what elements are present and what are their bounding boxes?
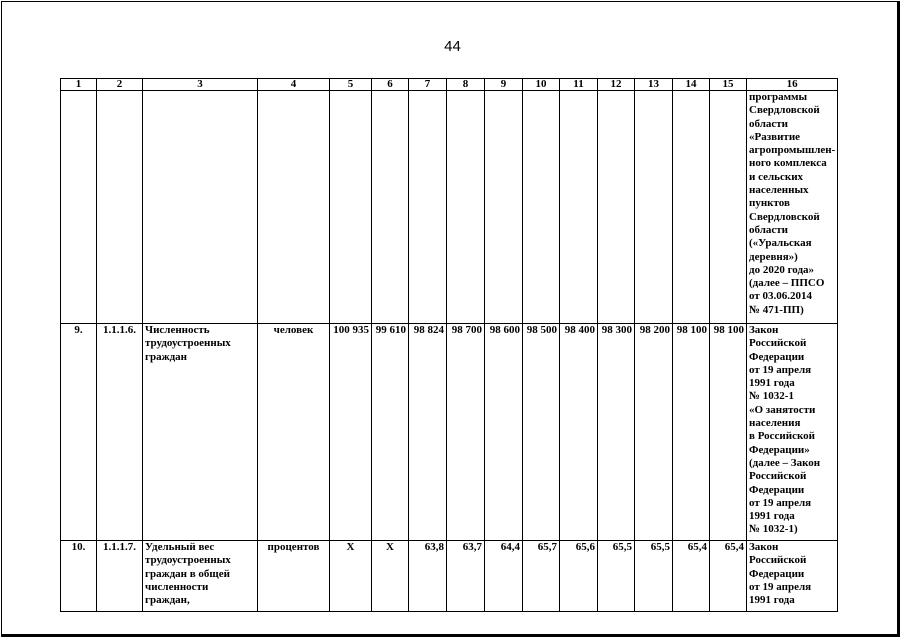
value-cell: 64,4	[485, 541, 523, 612]
value-cell: X	[330, 541, 372, 612]
column-number-cell: 16	[747, 79, 838, 91]
source-cell: программы Свердловской области «Развитие агропромышлен- ного комплекса и сельских населенных пунктов Свердловской области («Уральская деревня») до 2020 года» (далее – ППСО от 03.06.2014 № 471-ПП)	[747, 91, 838, 324]
page-number: 44	[444, 38, 461, 55]
row-number-cell	[61, 91, 97, 324]
column-number-cell: 4	[258, 79, 330, 91]
code-cell: 1.1.1.7.	[97, 541, 143, 612]
code-cell	[97, 91, 143, 324]
value-cell: 98 600	[485, 324, 523, 541]
value-cell: 98 824	[409, 324, 447, 541]
value-cell: 65,4	[673, 541, 710, 612]
value-cell: 65,7	[523, 541, 560, 612]
column-number-cell: 13	[635, 79, 673, 91]
value-cell	[372, 91, 409, 324]
value-cell: 98 700	[447, 324, 485, 541]
value-cell	[673, 91, 710, 324]
value-cell: 65,5	[635, 541, 673, 612]
table-row	[61, 91, 838, 324]
value-cell: 65,4	[710, 541, 747, 612]
column-number-cell: 11	[560, 79, 598, 91]
value-cell: 100 935	[330, 324, 372, 541]
column-number-cell: 10	[523, 79, 560, 91]
unit-cell	[258, 91, 330, 324]
column-number-cell: 2	[97, 79, 143, 91]
column-number-row	[61, 79, 838, 91]
row-number-cell: 10.	[61, 541, 97, 612]
value-cell: 98 400	[560, 324, 598, 541]
value-cell	[523, 91, 560, 324]
value-cell: 65,6	[560, 541, 598, 612]
unit-cell: человек	[258, 324, 330, 541]
table-row	[61, 541, 838, 612]
source-cell: Закон Российской Федерации от 19 апреля 1991 года	[747, 541, 838, 612]
indicator-name-cell: Численность трудоустроенных граждан	[143, 324, 258, 541]
column-number-cell: 5	[330, 79, 372, 91]
value-cell	[710, 91, 747, 324]
value-cell: 98 200	[635, 324, 673, 541]
value-cell: 63,7	[447, 541, 485, 612]
value-cell	[485, 91, 523, 324]
value-cell	[598, 91, 635, 324]
column-number-cell: 12	[598, 79, 635, 91]
column-number-cell: 7	[409, 79, 447, 91]
unit-cell: процентов	[258, 541, 330, 612]
value-cell	[447, 91, 485, 324]
table-row	[61, 324, 838, 541]
value-cell: 98 100	[710, 324, 747, 541]
value-cell: 65,5	[598, 541, 635, 612]
row-number-cell: 9.	[61, 324, 97, 541]
column-number-cell: 9	[485, 79, 523, 91]
column-number-cell: 3	[143, 79, 258, 91]
value-cell	[409, 91, 447, 324]
value-cell	[330, 91, 372, 324]
value-cell: 98 100	[673, 324, 710, 541]
column-number-cell: 15	[710, 79, 747, 91]
value-cell: 98 500	[523, 324, 560, 541]
value-cell: 98 300	[598, 324, 635, 541]
indicator-name-cell: Удельный вес трудоустроенных граждан в общей численности граждан,	[143, 541, 258, 612]
value-cell	[635, 91, 673, 324]
value-cell: 99 610	[372, 324, 409, 541]
value-cell	[560, 91, 598, 324]
column-number-cell: 6	[372, 79, 409, 91]
indicator-name-cell	[143, 91, 258, 324]
code-cell: 1.1.1.6.	[97, 324, 143, 541]
column-number-cell: 8	[447, 79, 485, 91]
value-cell: 63,8	[409, 541, 447, 612]
column-number-cell: 1	[61, 79, 97, 91]
value-cell: X	[372, 541, 409, 612]
indicators-table	[60, 78, 838, 612]
column-number-cell: 14	[673, 79, 710, 91]
source-cell: Закон Российской Федерации от 19 апреля 1991 года № 1032-1 «О занятости населения в Российской Федерации» (далее – Закон Российской Федерации от 19 апреля 1991 года № 1032-1)	[747, 324, 838, 541]
